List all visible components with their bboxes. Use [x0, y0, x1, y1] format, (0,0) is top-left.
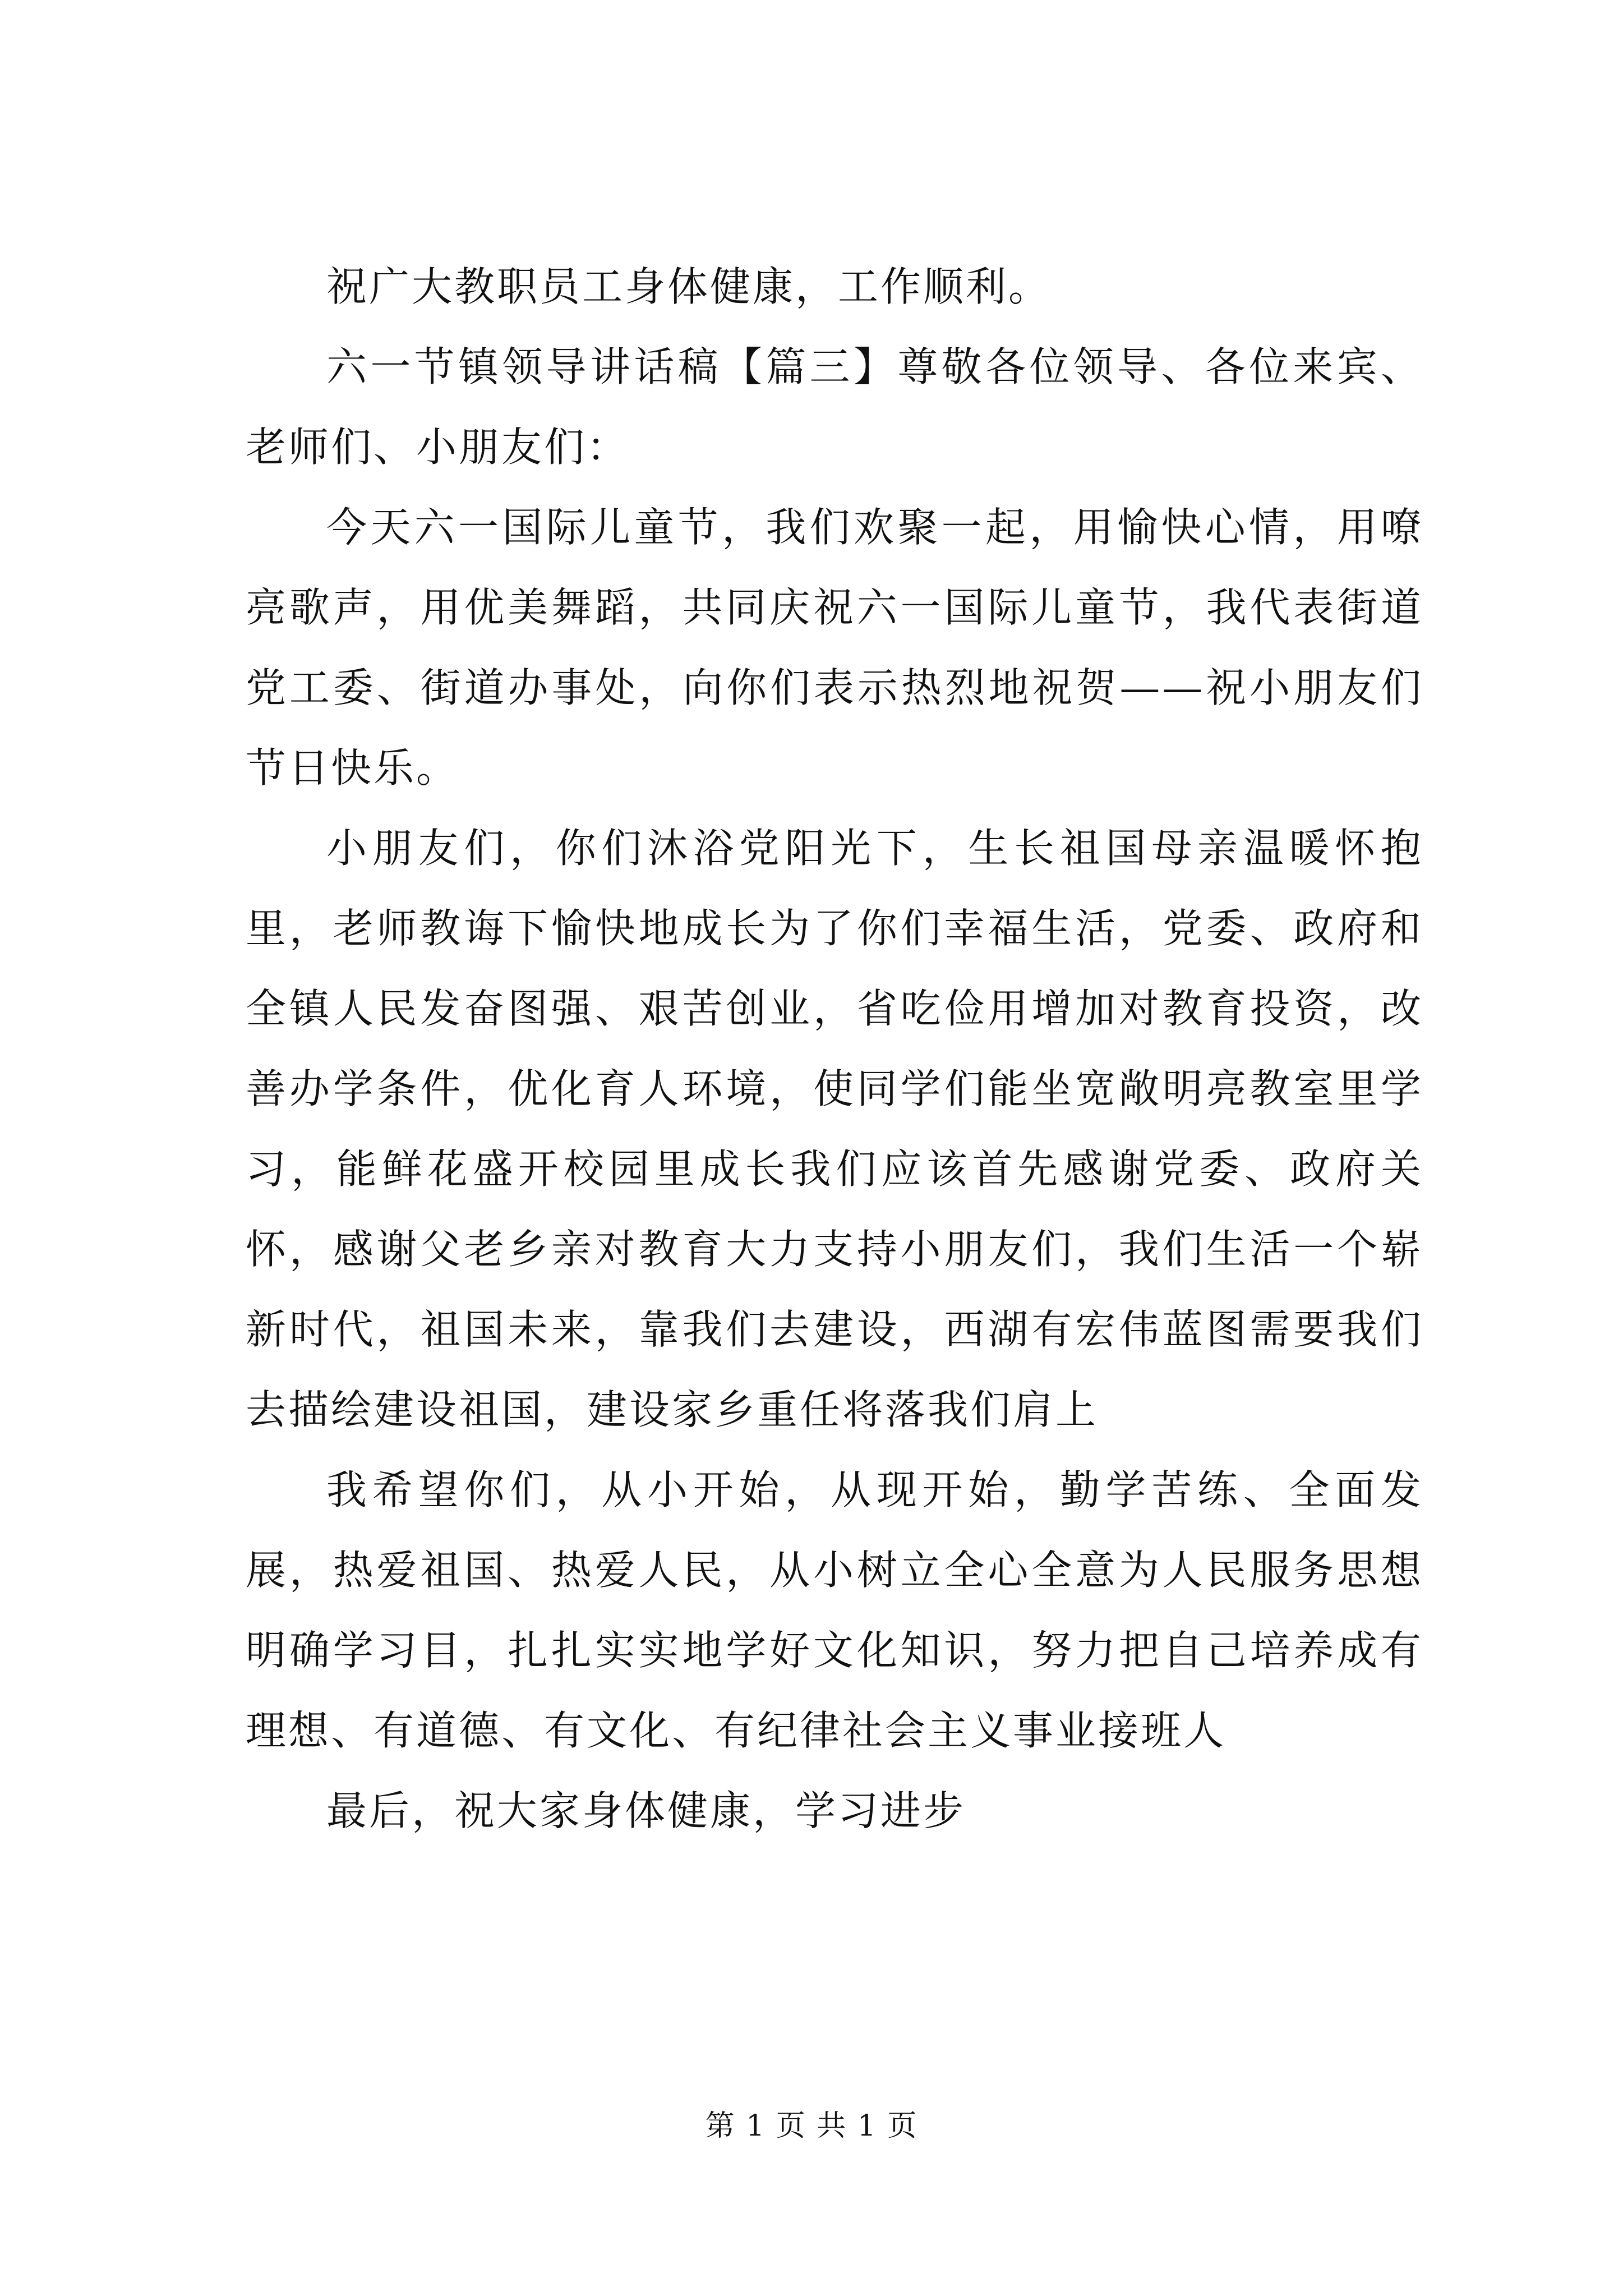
page-number-footer: 第 1 页 共 1 页: [705, 2109, 918, 2143]
paragraph-gratitude: 小朋友们，你们沐浴党阳光下，生长祖国母亲温暖怀抱里，老师教诲下愉快地成长为了你们幸福生活，党委、政府和全镇人民发奋图强、艰苦创业，省吃俭用增加对教育投资，改善办学条件，优化育人环境，使同学们能坐宽敞明亮教室里学习，能鲜花盛开校园里成长我们应该首先感谢党委、政府关怀，感谢父老乡亲对教育大力支持小朋友们，我们生活一个崭新时代，祖国未来，靠我们去建设，西湖有宏伟蓝图需要我们去描绘建设祖国，建设家乡重任将落我们肩上: [246, 825, 1423, 1433]
document-body: [246, 247, 1423, 1851]
paragraph-title-greeting: 六一节镇领导讲话稿【篇三】尊敬各位领导、各位来宾、老师们、小朋友们：: [246, 343, 1423, 471]
paragraph-childrens-day: 今天六一国际儿童节，我们欢聚一起，用愉快心情，用嘹亮歌声，用优美舞蹈，共同庆祝六一国际儿童节，我代表街道党工委、街道办事处，向你们表示热烈地祝贺——祝小朋友们节日快乐。: [246, 504, 1423, 792]
paragraph-closing-wish: 祝广大教职员工身体健康，工作顺利。: [326, 263, 1052, 310]
paragraph-hope: 我希望你们，从小开始，从现开始，勤学苦练、全面发展，热爱祖国、热爱人民，从小树立全心全意为人民服务思想明确学习目，扎扎实实地学好文化知识，努力把自己培养成有理想、有道德、有文化、有纪律社会主义事业接班人: [246, 1466, 1423, 1754]
paragraph-final-wish: 最后，祝大家身体健康，学习进步: [326, 1787, 966, 1834]
